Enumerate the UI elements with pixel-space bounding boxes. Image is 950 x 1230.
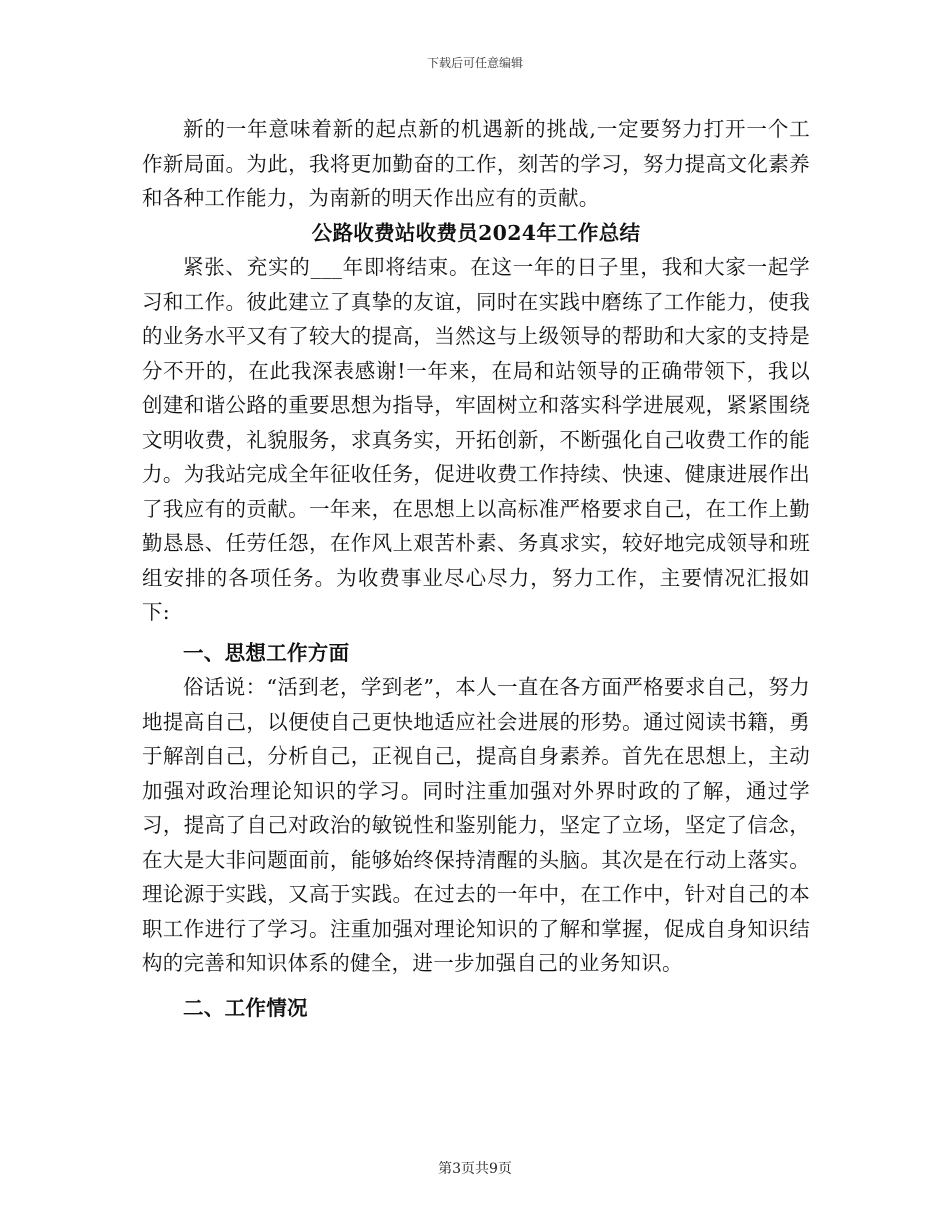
document-body: [142, 112, 810, 1025]
intro-paragraph: 新的一年意味着新的起点新的机遇新的挑战,一定要努力打开一个工作新局面。为此，我将更加勤奋的工作，刻苦的学习，努力提高文化素养和各种工作能力，为南新的明天作出应有的贡献。: [142, 117, 810, 210]
section-2-heading: 二、工作情况: [183, 995, 308, 1020]
section-1-heading: 一、思想工作方面: [183, 640, 350, 665]
page-header: 下载后可任意编辑: [426, 56, 523, 70]
body-paragraph-1: 紧张、充实的___年即将结束。在这一年的日子里，我和大家一起学习和工作。彼此建立了真挚的友谊，同时在实践中磨练了工作能力，使我的业务水平又有了较大的提高，当然这与上级领导的帮助和大家的支持是分不开的，在此我深表感谢!一年来，在局和站领导的正确带领下，我以创建和谐公路的重要思想为指导，牢固树立和落实科学进展观，紧紧围绕文明收费，礼貌服务，求真务实，开拓创新，不断强化自己收费工作的能力。为我站完成全年征收任务，促进收费工作持续、快速、健康进展作出了我应有的贡献。一年来，在思想上以高标准严格要求自己，在工作上勤勤恳恳、任劳任怨，在作风上艰苦朴素、务真求实，较好地完成领导和班组安排的各项任务。为收费事业尽心尽力，努力工作，主要情况汇报如下:: [142, 255, 810, 624]
page-number-footer: 第3页共9页: [438, 1161, 512, 1177]
section-1-paragraph: 俗话说：“活到老，学到老”，本人一直在各方面严格要求自己，努力地提高自己，以便使自己更快地适应社会进展的形势。通过阅读书籍，勇于解剖自己，分析自己，正视自己，提高自身素养。首先在思想上，主动加强对政治理论知识的学习。同时注重加强对外界时政的了解，通过学习，提高了自己对政治的敏锐性和鉴别能力，坚定了立场，坚定了信念，在大是大非问题面前，能够始终保持清醒的头脑。其次是在行动上落实。理论源于实践，又高于实践。在过去的一年中，在工作中，针对自己的本职工作进行了学习。注重加强对理论知识的了解和掌握，促成自身知识结构的完善和知识体系的健全，进一步加强自己的业务知识。: [142, 675, 810, 975]
document-title: 公路收费站收费员2024年工作总结: [311, 220, 641, 245]
